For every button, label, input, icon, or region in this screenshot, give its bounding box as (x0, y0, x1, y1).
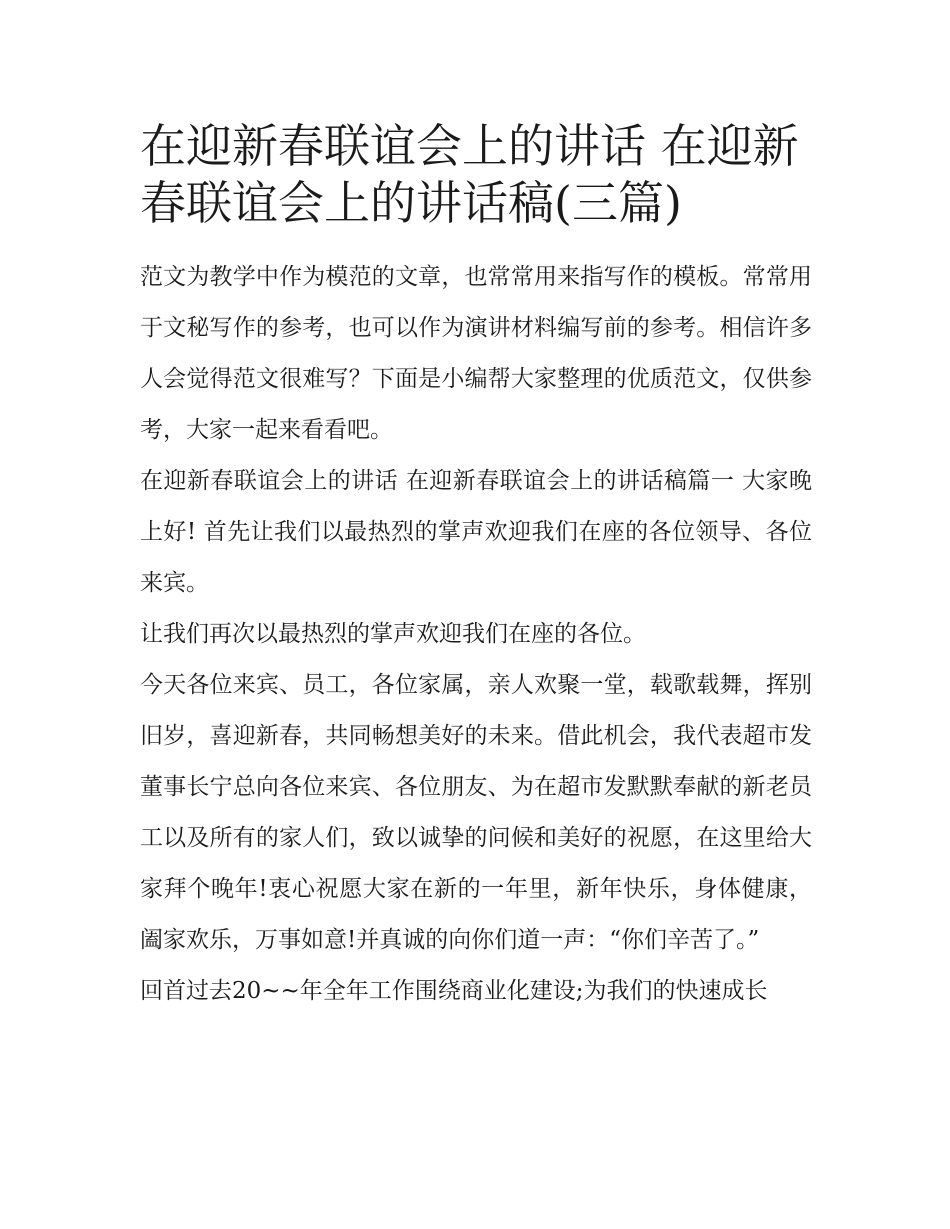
document-body (140, 118, 812, 1017)
paragraph-greeting: 在迎新春联谊会上的讲话 在迎新春联谊会上的讲话稿篇一 大家晚上好! 首先让我们以最热烈的掌声欢迎我们在座的各位领导、各位来宾。 (140, 468, 812, 596)
paragraph-wishes: 今天各位来宾、员工，各位家属，亲人欢聚一堂，载歌载舞，挥别旧岁，喜迎新春，共同畅想美好的未来。借此机会，我代表超市发董事长宁总向各位来宾、各位朋友、为在超市发默默奉献的新老员工以及所有的家人们，致以诚挚的问候和美好的祝愿，在这里给大家拜个晚年!衷心祝愿大家在新的一年里，新年快乐，身体健康，阖家欢乐，万事如意!并真诚的向你们道一声：“你们辛苦了。” (140, 672, 812, 953)
paragraph-review: 回首过去20~~年全年工作围绕商业化建设;为我们的快速成长 (140, 978, 768, 1004)
paragraph-welcome: 让我们再次以最热烈的掌声欢迎我们在座的各位。 (140, 621, 646, 647)
document-title: 在迎新春联谊会上的讲话 在迎新春联谊会上的讲话稿(三篇) (140, 119, 799, 230)
paragraph-intro: 范文为教学中作为模范的文章，也常常用来指写作的模板。常常用于文秘写作的参考，也可以作为演讲材料编写前的参考。相信许多人会觉得范文很难写？下面是小编帮大家整理的优质范文，仅供参考，大家一起来看看吧。 (140, 264, 812, 443)
paragraph-list (140, 252, 812, 1017)
